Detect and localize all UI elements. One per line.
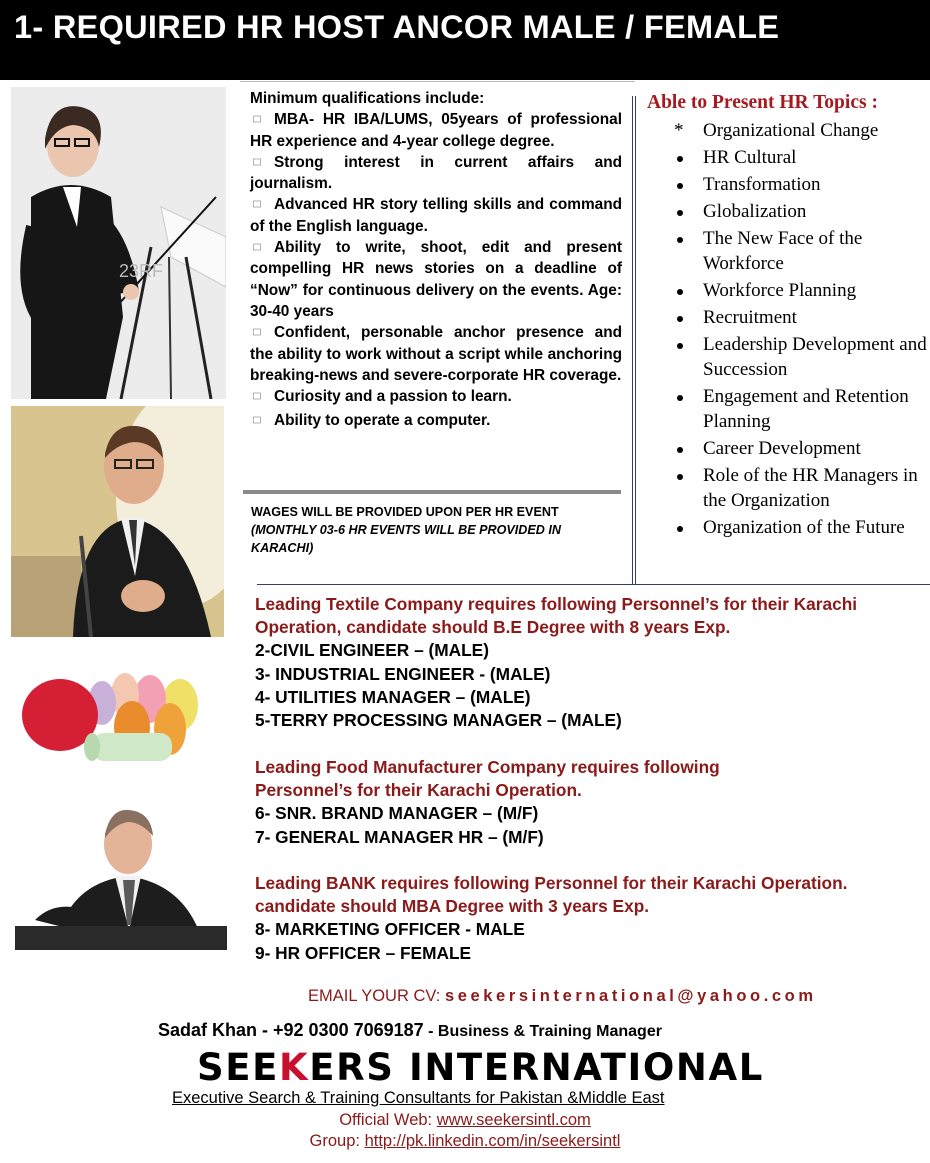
food-intro: Leading Food Manufacturer Company requires following Personnel’s for their Karachi Operation. (255, 757, 720, 801)
businessman-photo (15, 800, 227, 950)
company-tagline: Executive Search & Training Consultants for Pakistan &Middle East (172, 1089, 665, 1107)
qualification-item: Advanced HR story telling skills and command of the English language. (250, 196, 622, 235)
page-title: 1- REQUIRED HR HOST ANCOR MALE / FEMALE (14, 9, 780, 45)
qualification-item: Curiosity and a passion to learn. (250, 386, 622, 407)
bullet-icon (677, 474, 683, 480)
bullet-icon (677, 237, 683, 243)
topic-item: Role of the HR Managers in the Organization (647, 463, 927, 513)
company-logo: SEEKERS INTERNATIONAL (197, 1046, 764, 1089)
bullet-icon (677, 289, 683, 295)
job-position: 2-CIVIL ENGINEER – (MALE) (255, 640, 489, 661)
topics-heading: Able to Present HR Topics : (647, 92, 878, 113)
bullet-icon (677, 395, 683, 401)
job-position: 9- HR OFFICER – FEMALE (255, 942, 472, 963)
presenter-woman-photo (11, 87, 226, 399)
wages-note (251, 503, 623, 557)
textile-jobs (255, 593, 915, 732)
job-position: 3- INDUSTRIAL ENGINEER - (MALE) (255, 663, 551, 684)
bullet-icon (677, 447, 683, 453)
job-position: 5-TERRY PROCESSING MANAGER – (MALE) (255, 710, 622, 731)
topic-item: Globalization (647, 199, 927, 224)
topic-item: Transformation (647, 172, 927, 197)
contact-line (158, 1020, 662, 1041)
website-link[interactable]: www.seekersintl.com (436, 1111, 591, 1129)
checkbox-bullet-icon (253, 417, 261, 424)
qualification-item: Ability to write, shoot, edit and present compelling HR news stories on a deadline of “Now” for continuous delivery on the events. Age: 30-40 years (250, 239, 622, 320)
qualification-item: Strong interest in current affairs and journalism. (250, 153, 622, 193)
checkbox-bullet-icon (253, 116, 261, 123)
topic-item: Leadership Development and Succession (647, 332, 927, 382)
bullet-icon (677, 210, 683, 216)
topic-item: Recruitment (647, 305, 927, 330)
logo-k-letter: K (279, 1046, 310, 1089)
section-divider (257, 584, 930, 585)
watermark-text: 23RF (119, 261, 164, 281)
vertical-divider (632, 96, 636, 584)
food-jobs (255, 756, 815, 849)
topic-item: * Organizational Change (674, 120, 879, 141)
job-position: 7- GENERAL MANAGER HR – (M/F) (255, 826, 544, 847)
bullet-icon (677, 316, 683, 322)
checkbox-bullet-icon (253, 244, 261, 251)
wages-divider (243, 490, 621, 494)
job-position: 6- SNR. BRAND MANAGER – (M/F) (255, 803, 539, 824)
qualifications-block (250, 88, 622, 432)
topic-item: Workforce Planning (647, 278, 927, 303)
bullet-icon (677, 156, 683, 162)
bank-jobs (255, 872, 865, 965)
top-divider (240, 81, 635, 82)
topic-item: HR Cultural (647, 145, 927, 170)
email-address[interactable]: seekersinternational@yahoo.com (444, 987, 817, 1005)
bank-intro: Leading BANK requires following Personnel for their Karachi Operation. candidate should MBA Degree with 3 years Exp. (255, 873, 848, 917)
wages-detail: (MONTHLY 03-6 HR EVENTS WILL BE PROVIDED IN KARACHI) (251, 523, 561, 555)
checkbox-bullet-icon (253, 159, 261, 166)
contact-role: - Business & Training Manager (423, 1023, 662, 1040)
qualification-item: Confident, personable anchor presence and the ability to work without a script while anchoring breaking-news and severe-corporate HR coverage. (250, 324, 622, 384)
job-position: 4- UTILITIES MANAGER – (MALE) (255, 686, 531, 707)
bullet-icon (677, 343, 683, 349)
contact-name: Sadaf Khan - +92 0300 7069187 (158, 1020, 424, 1040)
asterisk-icon: * (674, 120, 684, 141)
checkbox-bullet-icon (253, 201, 261, 208)
checkbox-bullet-icon (253, 393, 261, 400)
qualifications-heading: Minimum qualifications include: (250, 90, 485, 107)
group-line (0, 1132, 930, 1151)
checkbox-bullet-icon (253, 329, 261, 336)
hr-topics-list (647, 92, 927, 542)
group-label: Group: (309, 1132, 365, 1150)
yarn-cones-photo (20, 665, 215, 775)
job-position: 8- MARKETING OFFICER - MALE (255, 919, 525, 940)
email-label: EMAIL YOUR CV: (308, 987, 445, 1005)
group-link[interactable]: http://pk.linkedin.com/in/seekersintl (364, 1132, 621, 1150)
qualification-item: Ability to operate a computer. (250, 410, 622, 431)
wages-main: WAGES WILL BE PROVIDED UPON PER HR EVENT (251, 505, 559, 519)
bullet-icon (677, 526, 683, 532)
topic-item: The New Face of the Workforce (647, 226, 927, 276)
website-line (0, 1111, 930, 1130)
bullet-icon (677, 183, 683, 189)
topic-item: Career Development (647, 436, 927, 461)
topic-item: Organization of the Future (647, 515, 927, 540)
qualification-item: MBA- HR IBA/LUMS, 05years of professional HR experience and 4-year college degree. (250, 111, 622, 150)
title-banner (0, 0, 930, 80)
textile-intro: Leading Textile Company requires following Personnel’s for their Karachi Operation, candidate should B.E Degree with 8 years Exp. (255, 594, 858, 638)
speaker-man-photo (11, 406, 224, 637)
email-line (308, 987, 817, 1006)
website-label: Official Web: (339, 1111, 437, 1129)
topic-item: Engagement and Retention Planning (647, 384, 927, 434)
